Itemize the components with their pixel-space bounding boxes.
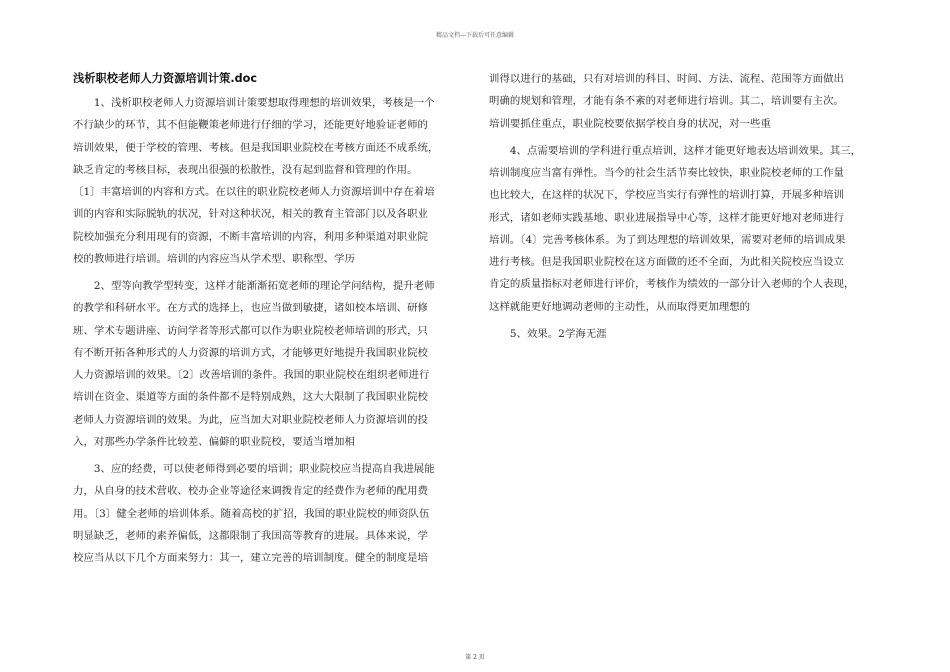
text-line: 训得以进行的基础，只有对培训的科目、时间、方法、流程、范围等方面做出 xyxy=(489,73,844,85)
text-line: 训的内容和实际脱轨的状况，针对这种状况，相关的教育主管部门以及各职业 xyxy=(73,208,428,221)
text-line: 1、浅析职校老师人力资源培训计策要想取得理想的培训效果，考核是一个 xyxy=(73,97,435,109)
text-line: 的教学和科研水平。在方式的选择上，也应当做到敏捷，诸如校本培训、研修 xyxy=(73,302,428,315)
text-line: 院校加强充分利用现有的资源，不断丰富培训的内容，利用多种渠道对职业院 xyxy=(73,230,428,243)
text-line: 校的教师进行培训。培训的内容应当从学术型、职称型、学历 xyxy=(73,252,355,265)
text-line: 4、点需要培训的学科进行重点培训，这样才能更好地表达培训效果。其三， xyxy=(489,144,862,157)
right-column xyxy=(489,68,885,345)
paragraph xyxy=(73,275,461,453)
text-line: 培训要抓住重点，职业院校要依据学校自身的状况，对一些重 xyxy=(489,117,771,130)
paragraph xyxy=(73,458,461,569)
text-line: 进行考核。但是我国职业院校在这方面做的还不全面，为此相关院校应当设立 xyxy=(489,256,844,268)
text-line: 校应当从以下几个方面来努力：其一，建立完善的培训制度。健全的制度是培 xyxy=(73,552,428,564)
text-line: 5、效果。2学海无涯 xyxy=(489,327,607,340)
text-line: 班、学术专题讲座、访问学者等形式都可以作为职业院校老师培训的形式，只 xyxy=(73,324,428,337)
text-line: 老师人力资源培训的效果。为此，应当加大对职业院校老师人力资源培训的投 xyxy=(73,413,428,426)
page-footer: 第 2 页 xyxy=(465,654,485,661)
page-header: 精品文档—下载后可任意编辑 xyxy=(435,32,514,39)
text-line: 不行缺少的环节，其不但能鞭策老师进行仔细的学习，还能更好地验证老师的 xyxy=(73,119,428,132)
text-line: 形式，诸如老师实践基地、职业进展指导中心等，这样才能更好地对老师进行 xyxy=(489,211,844,224)
text-line: 缺乏肯定的考核目标，表现出很强的松散性，没有起到监督和管理的作用。 xyxy=(73,163,418,176)
text-line: 也比较大，在这样的状况下，学校应当实行有弹性的培训打算，开展多种培训 xyxy=(489,189,844,202)
left-column-body xyxy=(73,92,461,569)
text-line: 人力资源培训的效果。〔2〕改善培训的条件。我国的职业院校在组织老师进行 xyxy=(73,369,430,381)
text-line: 有不断开拓各种形式的人力资源的培训方式，才能够更好地提升我国职业院校 xyxy=(73,346,428,359)
paragraph xyxy=(489,68,885,135)
text-line: 这样就能更好地调动老师的主动性，从而取得更加理想的 xyxy=(489,300,751,313)
text-line: 2、型等向教学型转变，这样才能渐渐拓宽老师的理论学问结构，提升老师 xyxy=(73,280,435,292)
left-column xyxy=(73,68,461,569)
document-title: 浅析职校老师人力资源培训计策.doc xyxy=(73,72,258,85)
text-line: 肯定的质量指标对老师进行评价，考核作为绩效的一部分计入老师的个人表现， xyxy=(489,278,855,291)
text-line: 入，对那些办学条件比较差、偏僻的职业院校，要适当增加相 xyxy=(73,435,355,448)
right-column-body xyxy=(489,68,885,345)
text-line: 培训制度应当富有弹性。当今的社会生活节奏比较快，职业院校老师的工作量 xyxy=(489,167,844,179)
text-line: 明显缺乏，老师的素养偏低，这都限制了我国高等教育的进展。具体来说，学 xyxy=(73,529,428,542)
text-line: 力，从自身的技术营收、校办企业等途径来调拨肯定的经费作为老师的配用费 xyxy=(73,485,428,498)
text-line: 明确的规划和管理，才能有条不紊的对老师进行培训。其二，培训要有主次。 xyxy=(489,95,844,108)
paragraph xyxy=(489,323,885,345)
text-line: 用。〔3〕健全老师的培训体系。随着高校的扩招，我国的职业院校的师资队伍 xyxy=(73,507,430,520)
text-line: 培训在资金、渠道等方面的条件都不是特别成熟，这大大限制了我国职业院校 xyxy=(73,391,428,404)
text-line: 培训效果，便于学校的管理、考核。但是我国职业院校在考核方面还不成系统， xyxy=(73,141,439,154)
text-line: 3、应的经费，可以使老师得到必要的培训；职业院校应当提高自我进展能 xyxy=(73,463,435,475)
paragraph xyxy=(73,92,461,270)
paragraph xyxy=(489,140,885,318)
text-line: 培训。〔4〕完善考核体系。为了到达理想的培训效果，需要对老师的培训成果 xyxy=(489,233,846,246)
text-line: 〔1〕丰富培训的内容和方式。在以往的职业院校老师人力资源培训中存在着培 xyxy=(73,186,435,198)
